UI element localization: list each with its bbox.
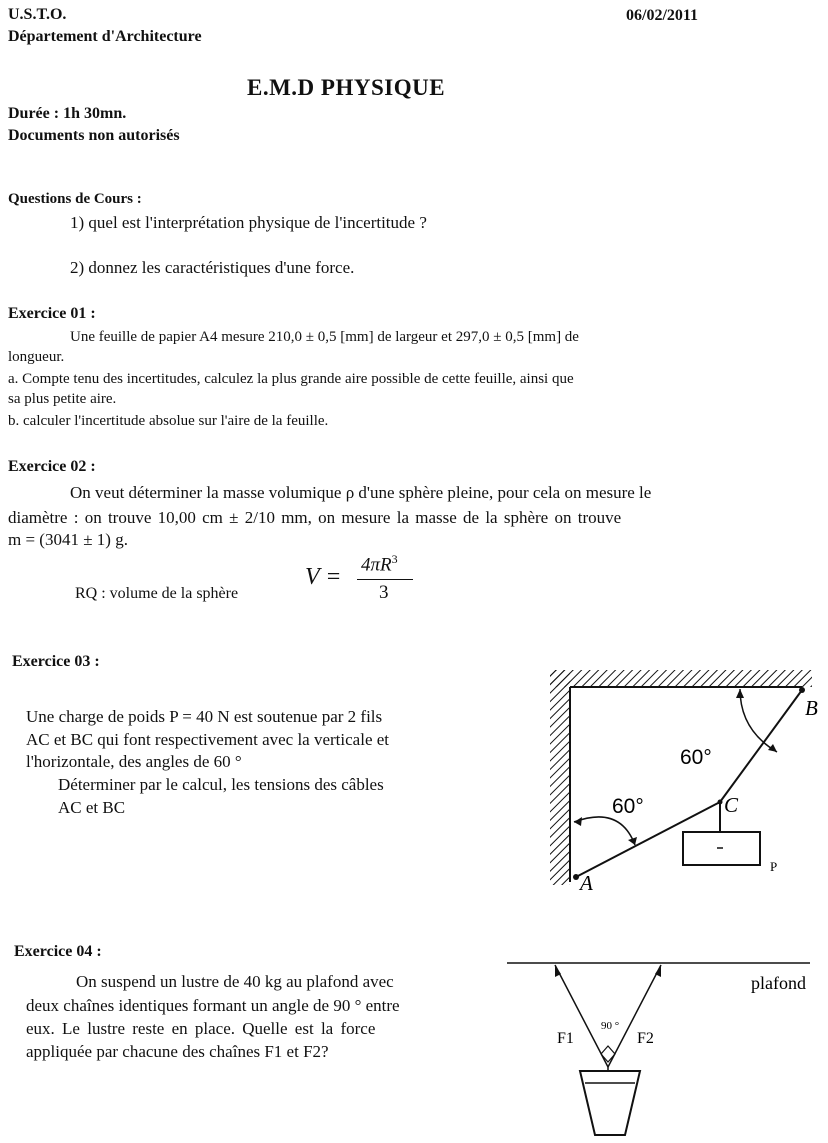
ex03-line-4: Déterminer par le calcul, les tensions des câbles xyxy=(58,775,384,794)
cours-question-1: 1) quel est l'interprétation physique de l'incertitude ? xyxy=(70,213,427,232)
ex04-line-3: eux. Le lustre reste en place. Quelle est la force xyxy=(26,1019,376,1038)
ex03-line-5: AC et BC xyxy=(58,798,126,817)
angle-arc-left xyxy=(574,817,635,845)
page-title: E.M.D PHYSIQUE xyxy=(247,75,446,100)
ex01-line-2: longueur. xyxy=(8,349,65,365)
angle-label: 90 ° xyxy=(601,1020,620,1032)
department-name: Département d'Architecture xyxy=(8,28,202,45)
ex02-rq: RQ : volume de la sphère xyxy=(75,585,239,602)
arrow-top-icon xyxy=(736,689,744,698)
formula-fraction-bar xyxy=(357,579,413,580)
ex01-part-a-2: sa plus petite aire. xyxy=(8,391,117,407)
ex03-diagram xyxy=(540,660,825,900)
formula-exponent: 3 xyxy=(391,552,398,566)
label-p: P xyxy=(770,859,778,874)
sphere-volume-formula xyxy=(305,552,425,612)
label-c: C xyxy=(724,793,739,817)
ex02-line-1: On veut déterminer la masse volumique ρ d'une sphère pleine, pour cela on mesure le xyxy=(70,483,652,502)
chain-f2 xyxy=(608,965,661,1067)
wall-hatch xyxy=(550,670,570,885)
ceiling-label: plafond xyxy=(751,973,806,993)
cours-heading: Questions de Cours : xyxy=(8,191,142,207)
exam-duration: Durée : 1h 30mn. xyxy=(8,105,127,122)
arrow-top-end-icon xyxy=(768,744,777,752)
school-name: U.S.T.O. xyxy=(8,6,67,23)
ex02-line-2: diamètre : on trouve 10,00 cm ± 2/10 mm, on mesure la masse de la sphère on trouve xyxy=(8,508,622,527)
angle-label-top: 60° xyxy=(680,746,712,769)
label-f2: F2 xyxy=(637,1030,654,1047)
label-b: B xyxy=(805,696,818,720)
formula-lhs: V = xyxy=(305,564,342,590)
ex04-heading: Exercice 04 : xyxy=(14,943,102,960)
formula-numerator-base: 4πR xyxy=(361,554,392,576)
formula-denominator: 3 xyxy=(379,582,389,603)
ex03-line-2: AC et BC qui font respectivement avec la verticale et xyxy=(26,730,390,749)
point-b xyxy=(799,687,805,693)
ex01-line-1: Une feuille de papier A4 mesure 210,0 ± 0,5 [mm] de largeur et 297,0 ± 0,5 [mm] de xyxy=(70,329,579,345)
ceiling-hatch xyxy=(550,670,812,687)
ex03-line-1: Une charge de poids P = 40 N est soutenue par 2 fils xyxy=(26,707,383,726)
angle-arc-top xyxy=(740,689,777,752)
exam-date: 06/02/2011 xyxy=(626,7,699,24)
chain-f1 xyxy=(555,965,608,1067)
ex03-heading: Exercice 03 : xyxy=(12,653,100,670)
ex01-heading: Exercice 01 : xyxy=(8,305,96,322)
ex01-part-b: b. calculer l'incertitude absolue sur l'aire de la feuille. xyxy=(8,413,329,429)
lustre-icon xyxy=(580,1071,640,1135)
cable-bc xyxy=(720,690,802,802)
label-a: A xyxy=(580,871,593,895)
angle-label-left: 60° xyxy=(612,795,644,818)
ex04-diagram xyxy=(505,955,820,1140)
cours-question-2: 2) donnez les caractéristiques d'une force. xyxy=(70,258,355,277)
arrow-left-icon xyxy=(574,817,582,826)
right-angle-marker xyxy=(601,1046,615,1062)
ex04-line-4: appliquée par chacune des chaînes F1 et F2? xyxy=(26,1042,329,1061)
exam-documents-note: Documents non autorisés xyxy=(8,127,180,144)
ex04-line-2: deux chaînes identiques formant un angle de 90 ° entre xyxy=(26,996,400,1015)
ex03-line-3: l'horizontale, des angles de 60 ° xyxy=(26,752,242,771)
label-f1: F1 xyxy=(557,1030,574,1047)
ex01-part-a-1: a. Compte tenu des incertitudes, calculez la plus grande aire possible de cette feuille, ainsi que xyxy=(8,371,574,387)
formula-numerator xyxy=(361,552,398,576)
ex04-line-1: On suspend un lustre de 40 kg au plafond avec xyxy=(76,972,394,991)
ex02-line-3: m = (3041 ± 1) g. xyxy=(8,530,128,549)
ex02-heading: Exercice 02 : xyxy=(8,458,96,475)
point-a xyxy=(573,874,579,880)
